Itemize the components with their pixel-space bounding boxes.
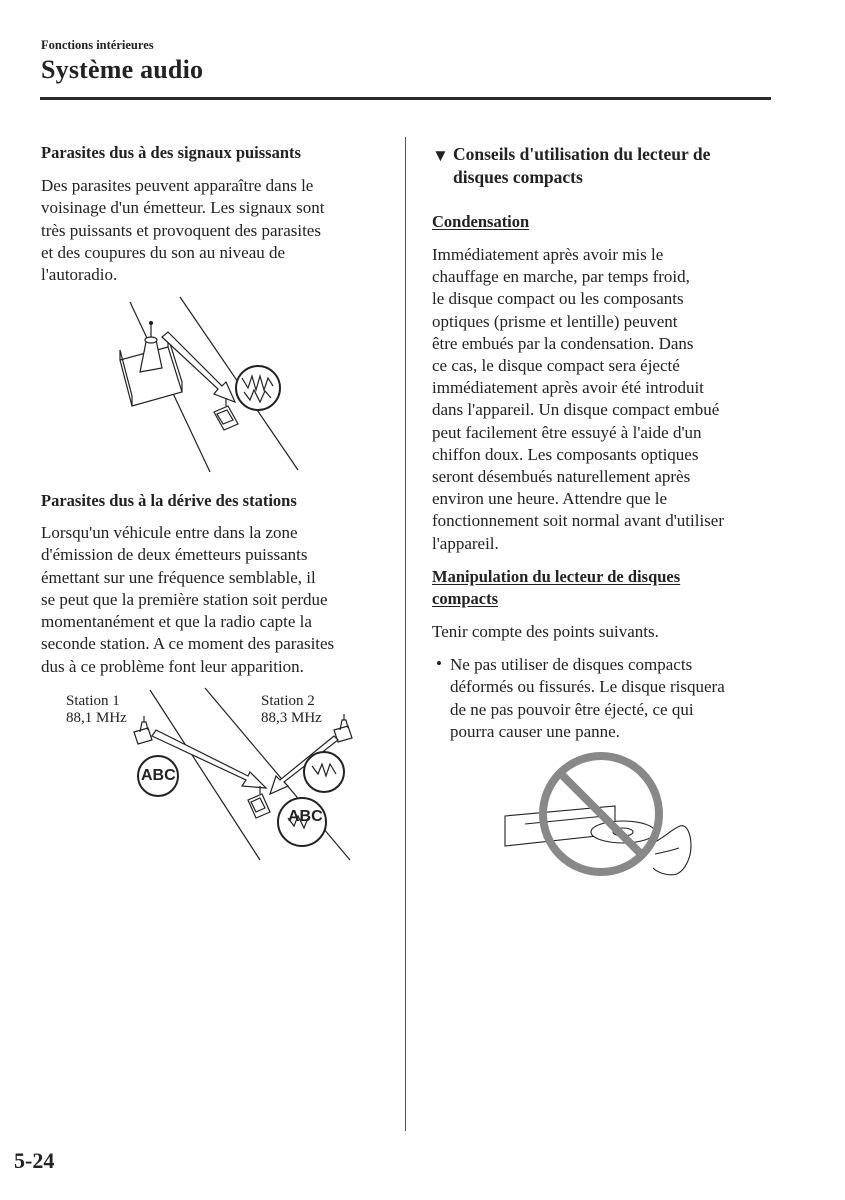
condensation-text: Immédiatement après avoir mis le chauffage en marche, par temps froid, le disque compact ou les composants optiques (prisme et lentille) peuvent être embués par la condensation. Dans ce cas, le disque compact sera éjecté immédiatement après avoir été introduit dans l'appareil. Un disque compact embué peut facilement être essuyé à l'aide d'un chiffon doux. Les composants optiques seront désembués naturellement après environ une heure. Attendre que le fonctionnement soit normal avant d'utiliser l'appareil. — [432, 245, 724, 553]
transmitter-interference-illustration — [110, 292, 310, 482]
no-deformed-disc-illustration — [495, 750, 705, 890]
station-drift-heading: Parasites dus à la dérive des stations — [41, 491, 297, 510]
strong-signal-heading: Parasites dus à des signaux puissants — [41, 143, 301, 162]
cd-tips-heading-text: Conseils d'utilisation du lecteur de disques compacts — [453, 144, 711, 187]
page-number: 5-24 — [14, 1148, 55, 1173]
cd-tips-heading — [432, 143, 777, 188]
condensation-heading: Condensation — [432, 212, 530, 231]
station-drift-text: Lorsqu'un véhicule entre dans la zone d'émission de deux émetteurs puissants émettant sur une fréquence semblable, il se peut que la première station soit perdue momentanément et que la radio capte la seconde station. A ce moment des parasites dus à ce problème font leur apparition. — [41, 523, 335, 676]
strong-signal-text: Des parasites peuvent apparaître dans le voisinage d'un émetteur. Les signaux sont très puissants et provoquent des parasites et des coupures du son au niveau de l'autoradio. — [41, 176, 325, 285]
bullet-marker: • — [436, 654, 442, 673]
section-label: Fonctions intérieures — [41, 38, 154, 52]
cd-handling-bullet — [436, 654, 776, 743]
cd-handling-intro: Tenir compte des points suivants. — [432, 622, 659, 641]
cd-handling-heading: Manipulation du lecteur de disques compacts — [432, 567, 681, 608]
station1-label: Station 1 88,1 MHz — [66, 693, 127, 726]
station2-label: Station 2 88,3 MHz — [261, 693, 322, 726]
cd-handling-bullet-text: Ne pas utiliser de disques compacts déformés ou fissurés. Le disque risquera de ne pas pouvoir être éjecté, ce qui pourra causer une panne. — [450, 655, 725, 741]
title-rule — [40, 97, 771, 100]
mixed-signal-bubble-text: ABC — [288, 808, 323, 825]
column-divider — [405, 137, 406, 1131]
triangle-down-icon: ▼ — [432, 146, 449, 165]
station1-bubble-text: ABC — [141, 767, 176, 784]
page-title: Système audio — [41, 55, 204, 84]
